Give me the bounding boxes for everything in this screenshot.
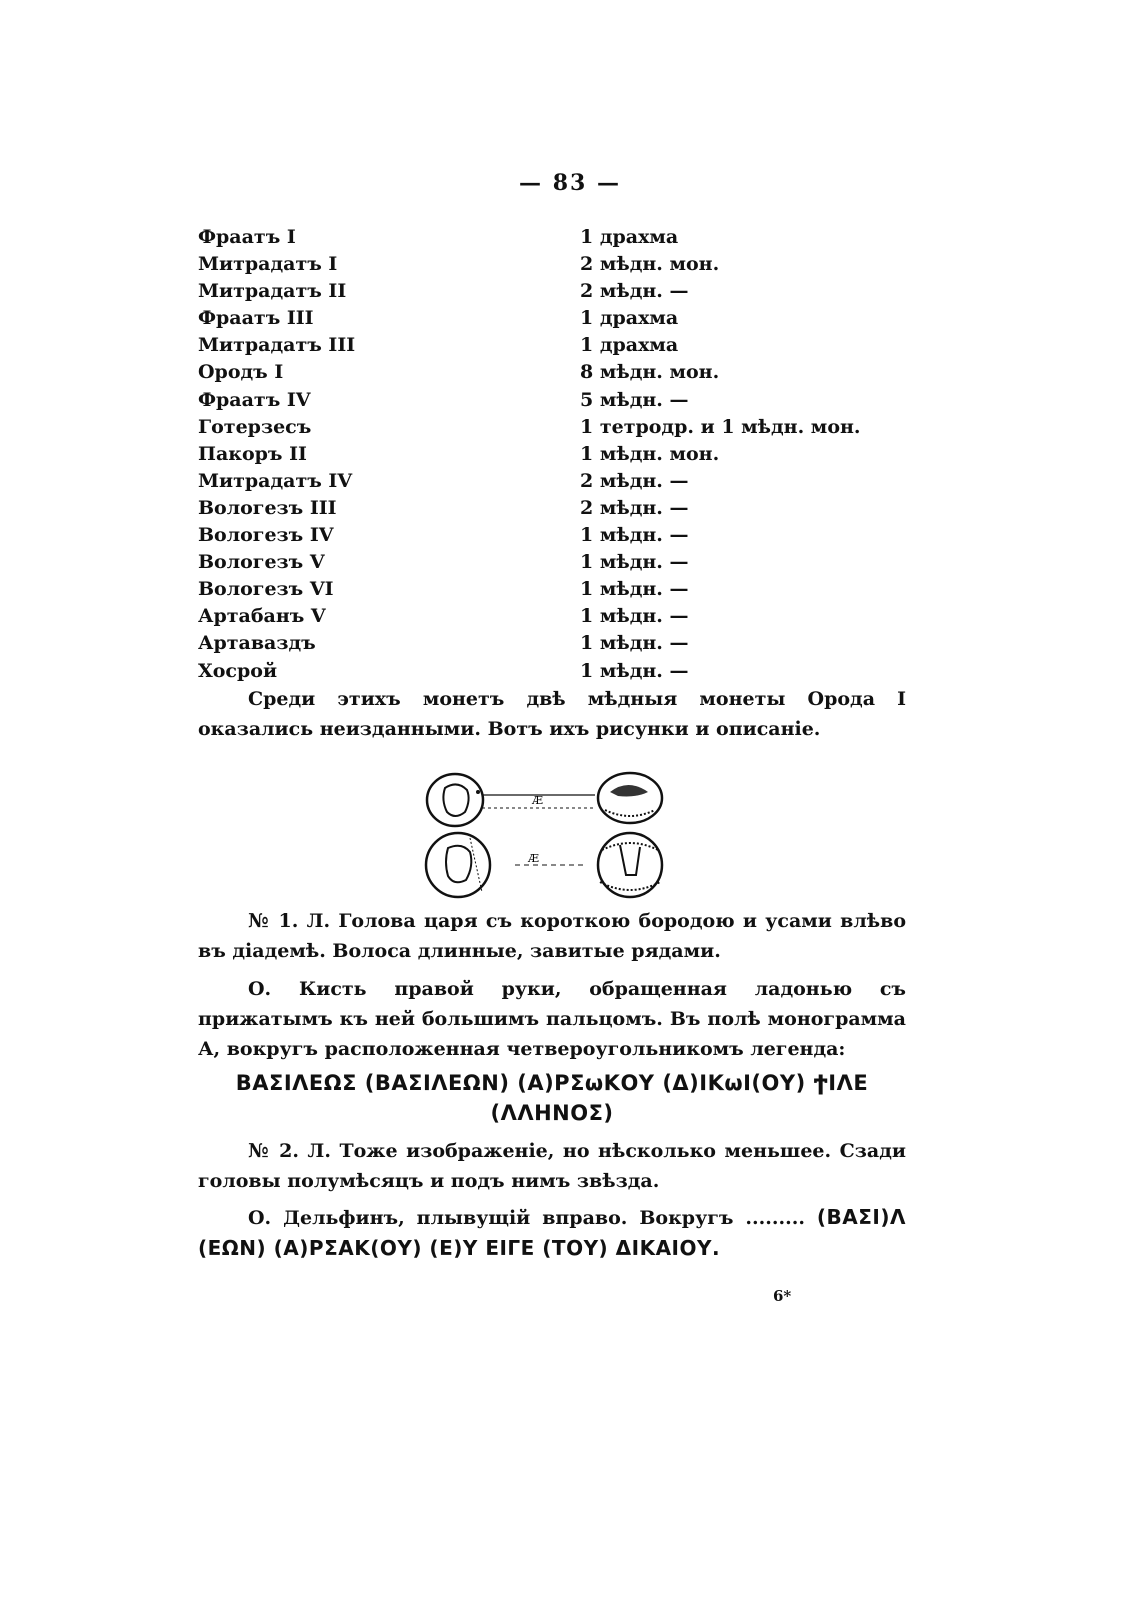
coin-count: 1 драхма [580,226,679,248]
ruler-name: Пакоръ II [198,442,307,465]
coin-list-row [198,576,898,603]
coin-count: 1 мѣдн. — [580,524,689,547]
ruler-name: Фраатъ III [198,307,314,330]
coin-list-row [198,658,898,685]
ruler-name: Митрадатъ I [198,253,338,276]
signature-mark: 6* [773,1287,792,1305]
coin-list-row [198,332,898,359]
page-number: — 83 — [519,170,621,196]
coin-count: 1 мѣдн. — [580,551,689,574]
coin-count: 1 мѣдн. — [580,605,689,628]
coin2-reverse-text: О. Дельфинъ, плывущій вправо. Вокругъ ......... [248,1207,817,1229]
coin-list-row [198,495,898,522]
coin2-reverse-description [198,1202,906,1264]
coin1-reverse-description: О. Кисть правой руки, обращенная ладонью съ прижатымъ къ ней большимъ пальцомъ. Въ полѣ монограмма А, вокругъ расположенная четвероугольникомъ легенда: [198,978,906,1060]
coin1-legend-line2: (ΛΛΗΝΟΣ) [490,1101,614,1125]
ruler-name: Вологезъ VI [198,578,334,601]
ruler-name: Вологезъ IV [198,524,334,547]
coin-count: 1 драхма [580,334,679,357]
coin-list-row [198,549,898,576]
ruler-name: Вологезъ V [198,551,325,574]
coin-list-row [198,630,898,657]
coin-count: 1 мѣдн. мон. [580,442,720,465]
coin-count: 5 мѣдн. — [580,388,689,411]
ruler-name: Ородъ I [198,361,284,384]
coin-count: 8 мѣдн. мон. [580,361,720,384]
coin-list-row [198,414,898,441]
ruler-name: Митрадатъ III [198,334,356,357]
coin-list-row [198,468,898,495]
ruler-name: Артаваздъ [198,632,316,655]
coin-list-row [198,224,898,251]
coin-list-row [198,387,898,414]
figure-label-2: Æ [528,852,540,865]
coin-list-row [198,278,898,305]
ruler-name: Фраатъ IV [198,388,311,411]
coin-illustration [420,770,680,900]
coin2-obverse-description: № 2. Л. Тоже изображеніе, но нѣсколько меньшее. Сзади головы полумѣсяцъ и подъ нимъ звѣзда. [198,1140,906,1192]
coin-count: 1 мѣдн. — [580,632,689,655]
coin-count: 2 мѣдн. — [580,469,689,492]
coin-count: 2 мѣдн. — [580,496,689,519]
coin-count: 1 драхма [580,307,679,330]
coin2-reverse-legend: (ΒΑΣΙ)Λ (ΕΩΝ) (Α)ΡΣΑΚ(ΟΥ) (Ε)Υ ΕΙΓΕ (ΤΟΥ) ΔΙΚΑΙΟΥ. [198,1205,906,1260]
coin-count: 1 мѣдн. — [580,659,689,682]
coin-count: 2 мѣдн. — [580,280,689,303]
coin1-obverse-description: № 1. Л. Голова царя съ короткою бородою и усами влѣво въ діадемѣ. Волоса длинные, завитые рядами. [198,910,906,962]
coin1-legend-line1: ΒΑΣΙΛΕΩΣ (ΒΑΣΙΛΕΩΝ) (Α)ΡΣωΚΟΥ (Δ)ΙΚωΙ(ΟΥ) ϮΙΛΕ [235,1071,869,1095]
coin-list-row [198,603,898,630]
intro-paragraph: Среди этихъ монетъ двѣ мѣдныя монеты Орода I оказались неизданными. Вотъ ихъ рисунки и описаніе. [198,688,906,740]
ruler-name: Артабанъ V [198,605,326,628]
ruler-name: Митрадатъ IV [198,469,353,492]
coin-list-row [198,251,898,278]
ruler-name: Митрадатъ II [198,280,347,303]
ruler-name: Фраатъ I [198,226,296,248]
coin1-obverse-image [427,774,483,826]
ruler-name: Вологезъ III [198,496,337,519]
coin-list-row [198,359,898,386]
coin-count: 1 мѣдн. — [580,578,689,601]
figure-label-1: Æ [532,794,544,807]
ruler-name: Готерзесъ [198,415,312,438]
ruler-name: Хосрой [198,659,278,682]
coin-list-row [198,305,898,332]
coin-count: 1 тетродр. и 1 мѣдн. мон. [580,415,861,438]
coin-list [198,224,898,685]
coin-list-row [198,441,898,468]
coin-count: 2 мѣдн. мон. [580,253,720,276]
coin-list-row [198,522,898,549]
coin2-obverse-image [426,833,490,897]
